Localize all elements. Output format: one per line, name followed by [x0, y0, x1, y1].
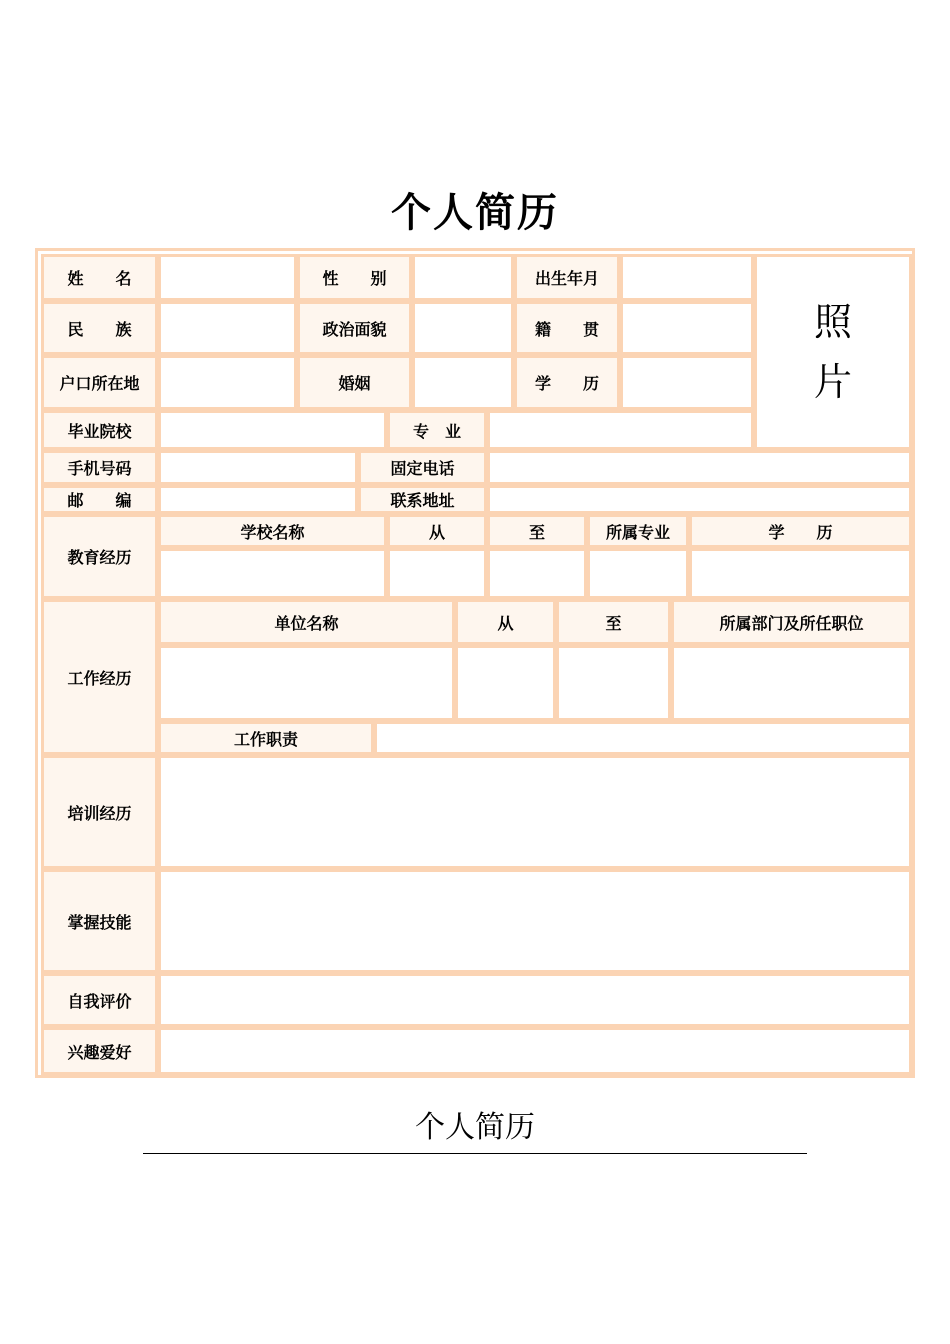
mobile-field[interactable]: [158, 450, 358, 485]
edu-from-header: 从: [387, 514, 487, 548]
birth-field[interactable]: [620, 254, 754, 301]
self-eval-field[interactable]: [158, 973, 912, 1027]
work-company-field[interactable]: [158, 645, 455, 721]
marriage-field[interactable]: [412, 355, 514, 410]
ethnicity-label: 民 族: [41, 301, 158, 355]
gender-field[interactable]: [412, 254, 514, 301]
work-to-header: 至: [556, 599, 671, 645]
work-company-header: 单位名称: [158, 599, 455, 645]
work-from-field[interactable]: [455, 645, 556, 721]
school-field[interactable]: [158, 410, 387, 450]
ethnicity-field[interactable]: [158, 301, 297, 355]
edu-major-header: 所属专业: [587, 514, 689, 548]
work-dept-header: 所属部门及所任职位: [671, 599, 912, 645]
photo-char-2: 片: [813, 360, 852, 404]
work-duties-label: 工作职责: [158, 721, 374, 755]
work-dept-field[interactable]: [671, 645, 912, 721]
edu-school-header: 学校名称: [158, 514, 387, 548]
training-label: 培训经历: [41, 755, 158, 869]
training-field[interactable]: [158, 755, 912, 869]
edu-degree-header: 学 历: [689, 514, 912, 548]
edu-degree-field[interactable]: [689, 548, 912, 599]
resume-form: [35, 248, 915, 1078]
major-label: 专 业: [387, 410, 487, 450]
work-to-field[interactable]: [556, 645, 671, 721]
page-title: 个人简历: [391, 190, 559, 236]
hukou-field[interactable]: [158, 355, 297, 410]
birth-label: 出生年月: [514, 254, 620, 301]
hobbies-label: 兴趣爱好: [41, 1027, 158, 1075]
edu-school-field[interactable]: [158, 548, 387, 599]
political-label: 政治面貌: [297, 301, 412, 355]
gender-label: 性 别: [297, 254, 412, 301]
education-label: 教育经历: [41, 514, 158, 599]
name-field[interactable]: [158, 254, 297, 301]
address-field[interactable]: [487, 485, 912, 514]
degree-field[interactable]: [620, 355, 754, 410]
footer-title: 个人简历: [415, 1110, 535, 1145]
photo-char-1: 照: [813, 300, 852, 344]
work-label: 工作经历: [41, 599, 158, 755]
name-label: 姓 名: [41, 254, 158, 301]
self-eval-label: 自我评价: [41, 973, 158, 1027]
native-place-label: 籍 贯: [514, 301, 620, 355]
address-label: 联系地址: [358, 485, 487, 514]
edu-major-field[interactable]: [587, 548, 689, 599]
photo-box[interactable]: [754, 254, 912, 450]
degree-label: 学 历: [514, 355, 620, 410]
postcode-label: 邮 编: [41, 485, 158, 514]
footer-rule: [143, 1153, 807, 1154]
mobile-label: 手机号码: [41, 450, 158, 485]
major-field[interactable]: [487, 410, 754, 450]
landline-label: 固定电话: [358, 450, 487, 485]
work-duties-field[interactable]: [374, 721, 912, 755]
postcode-field[interactable]: [158, 485, 358, 514]
work-from-header: 从: [455, 599, 556, 645]
skills-label: 掌握技能: [41, 869, 158, 973]
edu-to-field[interactable]: [487, 548, 587, 599]
marriage-label: 婚姻: [297, 355, 412, 410]
political-field[interactable]: [412, 301, 514, 355]
landline-field[interactable]: [487, 450, 912, 485]
hukou-label: 户口所在地: [41, 355, 158, 410]
school-label: 毕业院校: [41, 410, 158, 450]
native-place-field[interactable]: [620, 301, 754, 355]
edu-to-header: 至: [487, 514, 587, 548]
skills-field[interactable]: [158, 869, 912, 973]
edu-from-field[interactable]: [387, 548, 487, 599]
hobbies-field[interactable]: [158, 1027, 912, 1075]
